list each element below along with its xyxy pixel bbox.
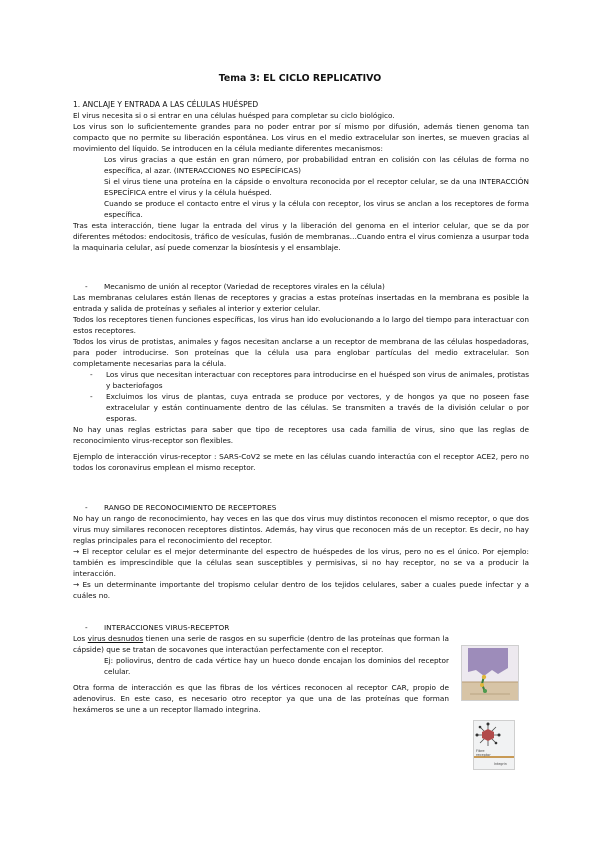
paragraph: Otra forma de interacción es que las fibras de los vértices reconocen al receptor CAR, propio de adenovirus. En este caso, es necesario otro receptor ya que una de las proteínas que forman hexámeros se une a un receptor llamado integrina. [73, 683, 449, 714]
text-span: Si el virus tiene una proteína en la cápside o envoltura reconocida por el receptor celular, se da una [104, 177, 480, 186]
poliovirus-receptor-figure [461, 645, 519, 701]
paragraph: Las membranas celulares están llenas de receptores y gracias a estas proteínas insertadas en la membrana es posible la entrada y salida de proteínas y señales al interior y exterior celular. [73, 293, 529, 313]
page-title: Tema 3: EL CICLO REPLICATIVO [218, 73, 382, 84]
example: Ej: poliovirus, dentro de cada vértice hay un hueco donde encajan los dominios del receptor celular. [104, 656, 449, 676]
list-item-text: Los virus que necesitan interactuar con receptores para introducirse en el huésped son virus de animales, protistas y bacteriofagos [106, 370, 529, 390]
list-item [73, 391, 529, 424]
paragraph: Los virus son lo suficientemente grandes para no poder entrar por sí mismo por difusión, además tienen genoma tan compacto que no permite su liberación espontánea. Los virus en el medio extracelular son inertes, se mueven gracias al movimiento del líquido. Se introducen en la célula mediante diferentes mecanismos: [73, 122, 529, 153]
receptor-label: receptor [476, 753, 491, 757]
dash-bullet: - [85, 282, 88, 291]
fibre-label: Fibre [476, 749, 485, 753]
section-rango [73, 502, 529, 601]
section-interacciones [73, 622, 449, 715]
heading-text: RANGO DE RECONOCIMIENTO DE RECEPTORES [104, 503, 277, 512]
dash-bullet: - [90, 370, 93, 379]
list-item-text: Excluimos los virus de plantas, cuya entrada se produce por vectores, y de hongos ya que no poseen fase extracelular y están continuamente dentro de las células. Se transmiten a través de la división celular o por esporas. [106, 392, 529, 423]
heading-text: INTERACCIONES VIRUS-RECEPTOR [104, 623, 230, 632]
mechanism-item: Cuando se produce el contacto entre el virus y la célula con receptor, los virus se anclan a los receptores de forma específica. [104, 199, 529, 219]
text-span: tienen una serie de rasgos en su superficie (dentro de las proteínas que forman la cápside) que se tratan de socavones que interactúan perfectamente con el receptor. [73, 634, 449, 654]
paragraph: Tras esta interacción, tiene lugar la entrada del virus y la liberación del genoma en el interior celular, que se da por diferentes métodos: endocitosis, tráfico de vesículas, fusión de membranas…Cuando entra el virus comienza a usurpar toda la maquinaria celular, así puede comenzar la biosíntesis y el ensamblaje. [73, 221, 529, 252]
heading-text: Mecanismo de unión al receptor (Variedad de receptores virales en la célula) [104, 282, 385, 291]
dash-bullet: - [85, 623, 88, 632]
section-anclaje [73, 99, 529, 253]
paragraph: No hay unas reglas estrictas para saber que tipo de receptores usa cada familia de virus, sino que las reglas de reconocimiento virus-receptor son flexibles. [73, 425, 529, 445]
mechanism-item [73, 176, 529, 198]
paragraph: No hay un rango de reconocimiento, hay veces en las que dos virus muy distintos reconocen el mismo receptor, o que dos virus muy similares reconocen receptores distintos. Además, hay virus que reconocen más de un receptor. Es decir, no hay reglas principales para el reconocimiento del receptor. [73, 514, 529, 545]
paragraph: → Es un determinante importante del tropismo celular dentro de los tejidos celulares, saber a cuales puede infectar y a cuáles no. [73, 580, 529, 600]
dash-bullet: - [85, 503, 88, 512]
paragraph: Ejemplo de interacción virus-receptor : SARS-CoV2 se mete en las células cuando interactúa con el receptor ACE2, pero no todos los coronavirus emplean el mismo receptor. [73, 452, 529, 472]
text-span: INTERACCIÓN ESPECÍFICA [104, 177, 529, 197]
dash-bullet: - [90, 392, 93, 401]
text-span: Los [73, 634, 88, 643]
paragraph: El virus necesita si o si entrar en una células huésped para completar su ciclo biológico. [73, 111, 395, 120]
integrin-label: Integrin [494, 762, 507, 766]
adenovirus-illustration [474, 721, 514, 769]
text-span: entre el virus y la célula huésped. [145, 188, 272, 197]
section-heading [73, 502, 529, 513]
section-heading: 1. ANCLAJE Y ENTRADA A LAS CÉLULAS HUÉSPED [73, 100, 259, 109]
text-span-underlined: virus desnudos [87, 634, 144, 643]
paragraph: Todos los virus de protistas, animales y fagos necesitan anclarse a un receptor de membrana de las células hospedadoras, para poder introducirse. Son proteínas que la célula usa para englobar partículas del medio extracelular. Son completamente necesarias para la célula. [73, 337, 529, 368]
poliovirus-receptor-illustration [462, 646, 518, 700]
paragraph [73, 633, 449, 655]
adenovirus-receptor-figure [473, 720, 515, 770]
list-item [73, 369, 529, 391]
paragraph: Todos los receptores tienen funciones específicas, los virus han ido evolucionando a lo largo del tiempo para interactuar con estos receptores. [73, 315, 529, 335]
section-mecanismo-union [73, 281, 529, 473]
paragraph: → El receptor celular es el mejor determinante del espectro de huéspedes de los virus, pero no es el único. Por ejemplo: también es imprescindible que la células sean susceptibles y permisivas, si no hay receptor, no se va a producir la interacción. [73, 547, 529, 578]
mechanism-item: Los virus gracias a que están en gran número, por probabilidad entran en colisión con las células de forma no específica, al azar. (INTERACCIONES NO ESPECÍFICAS) [104, 155, 529, 175]
section-heading [73, 281, 529, 292]
section-heading [73, 622, 449, 633]
